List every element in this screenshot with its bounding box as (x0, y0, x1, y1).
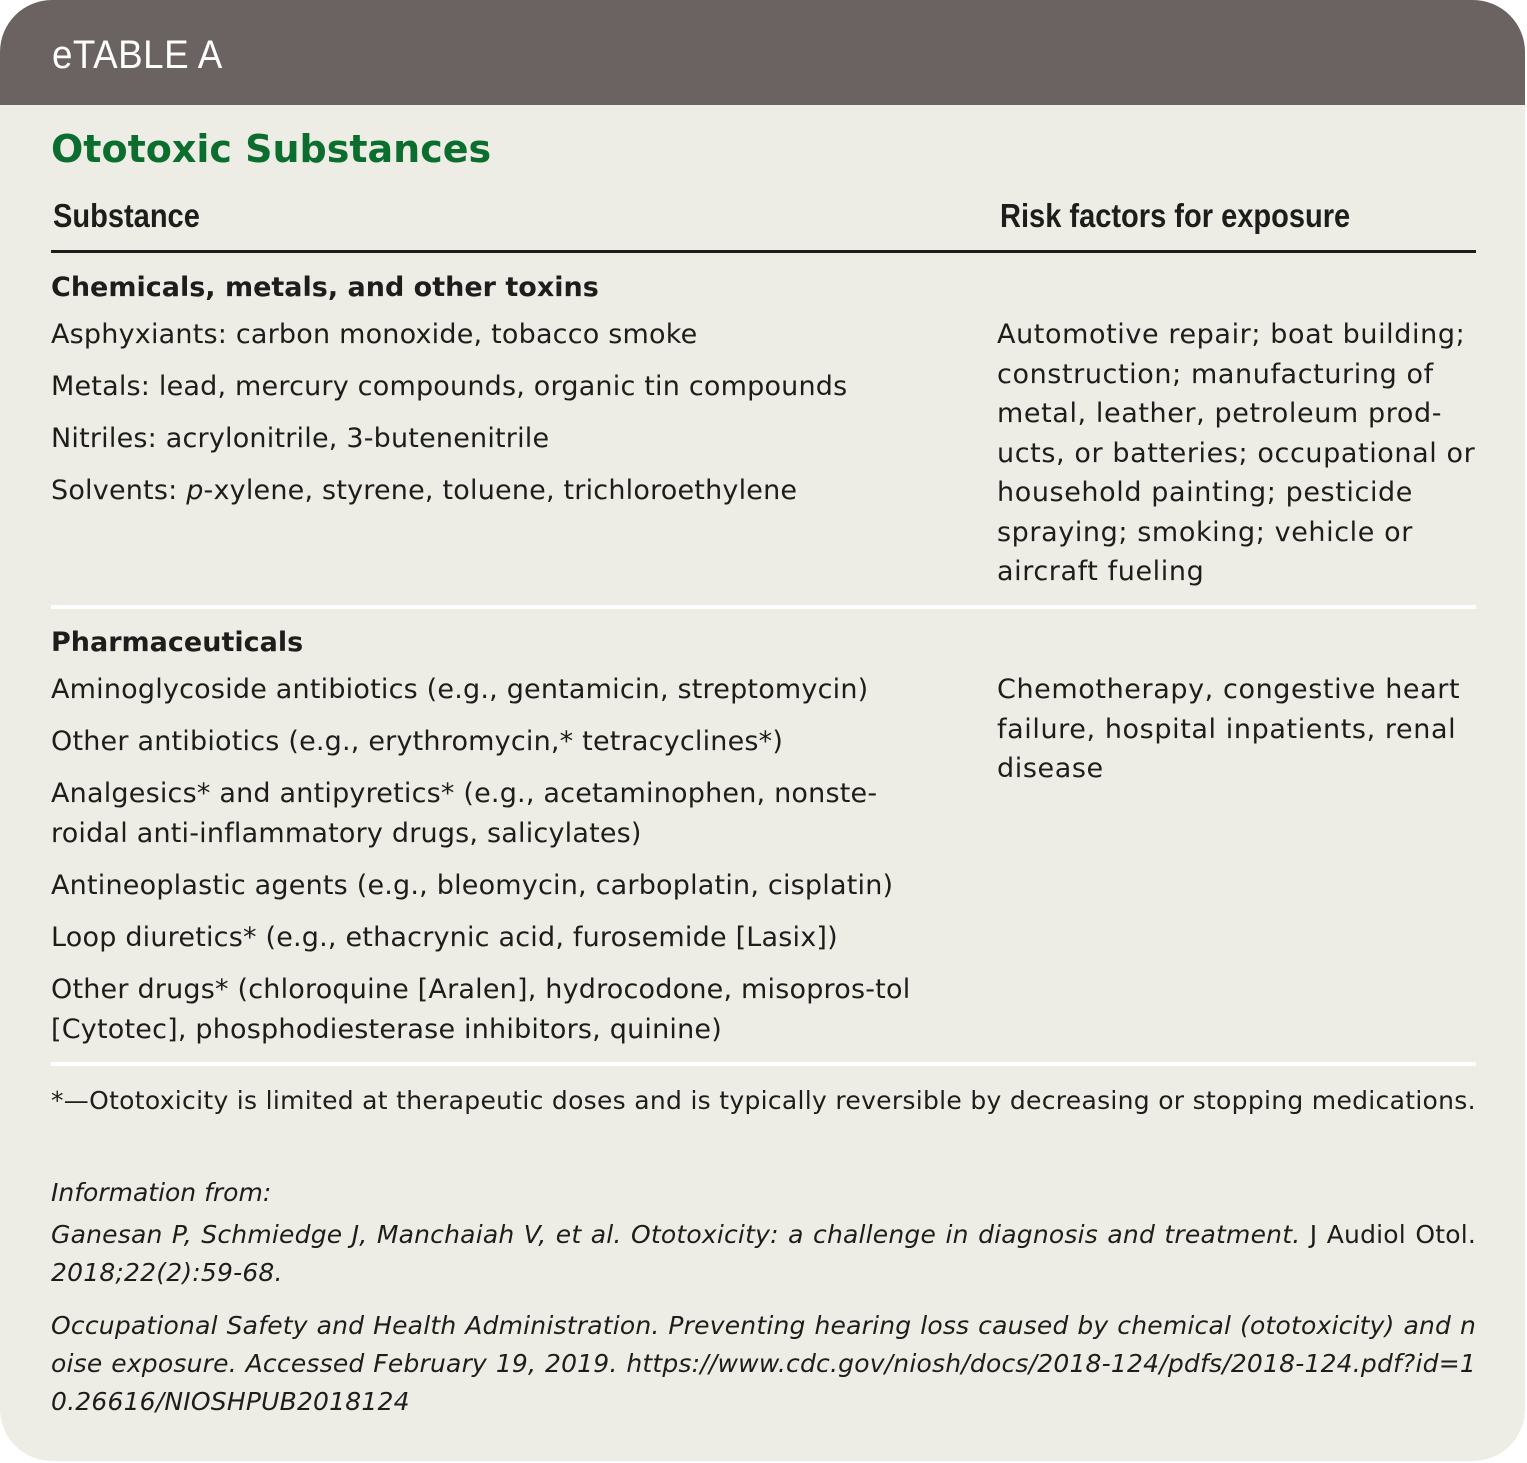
reference-details: 2018;22(2):59-68. (51, 1258, 283, 1287)
table-title: Ototoxic Substances (51, 127, 492, 171)
table-row: Loop diuretics* (e.g., ethacrynic acid, furosemide [Lasix]) (51, 922, 838, 953)
table-row: Antineoplastic agents (e.g., bleomycin, carboplatin, cisplatin) (51, 870, 894, 901)
reference-journal: J Audiol Otol. (1300, 1220, 1476, 1249)
header-rule (51, 250, 1476, 253)
table-row: Aminoglycoside antibiotics (e.g., gentamicin, streptomycin) (51, 674, 869, 705)
reference: Occupational Safety and Health Administration. Preventing hearing loss caused by chemical (ototoxicity) and noise exposure. Accessed February 19, 2019. https://www.cdc.gov/niosh/docs/2018-124/pdfs/2018-124.pdf?id=10.26616/NIOSHPUB2018124 (51, 1311, 1476, 1416)
item-prefix: Solvents: (51, 475, 187, 506)
group-heading-pharmaceuticals: Pharmaceuticals (51, 627, 304, 658)
table-row: Other drugs* (chloroquine [Aralen], hydrocodone, misopros-tol [Cytotec], phosphodiesterase inhibitors, quinine) (51, 974, 911, 1045)
table-row: Asphyxiants: carbon monoxide, tobacco smoke (51, 319, 698, 350)
card-header (0, 0, 1525, 105)
row-rule (51, 1062, 1476, 1066)
row-rule (51, 605, 1476, 609)
table-row (51, 471, 951, 511)
table-row: Nitriles: acrylonitrile, 3-butenenitrile (51, 423, 550, 454)
risk-factors-pharmaceuticals: Chemotherapy, congestive heart failure, hospital inpatients, renal disease (997, 674, 1461, 784)
footnote: *—Ototoxicity is limited at therapeutic doses and is typically reversible by decreasing or stopping medications. (51, 1086, 1476, 1115)
column-header-substance: Substance (53, 197, 200, 234)
table-label: eTABLE A (52, 33, 223, 77)
reference (51, 1216, 1476, 1292)
item-text: -xylene, styrene, toluene, trichloroethylene (203, 475, 798, 506)
group-heading-chemicals: Chemicals, metals, and other toxins (51, 272, 599, 303)
sources-label: Information from: (51, 1178, 272, 1207)
item-italic: p (186, 475, 204, 506)
table-row: Analgesics* and antipyretics* (e.g., acetaminophen, nonste-roidal anti-inflammatory drugs, salicylates) (51, 778, 878, 849)
risk-factors-chemicals: Automotive repair; boat building; construction; manufacturing of metal, leather, petroleum prod-ucts, or batteries; occupational or household painting; pesticide spraying; smoking; vehicle or aircraft fueling (997, 319, 1476, 587)
column-header-risk-factors: Risk factors for exposure (1000, 197, 1351, 234)
table-row: Other antibiotics (e.g., erythromycin,* tetracyclines*) (51, 726, 784, 757)
reference-authors-title: Ganesan P, Schmiedge J, Manchaiah V, et al. Ototoxicity: a challenge in diagnosis and treatment. (51, 1220, 1301, 1249)
table-row: Metals: lead, mercury compounds, organic tin compounds (51, 371, 848, 402)
